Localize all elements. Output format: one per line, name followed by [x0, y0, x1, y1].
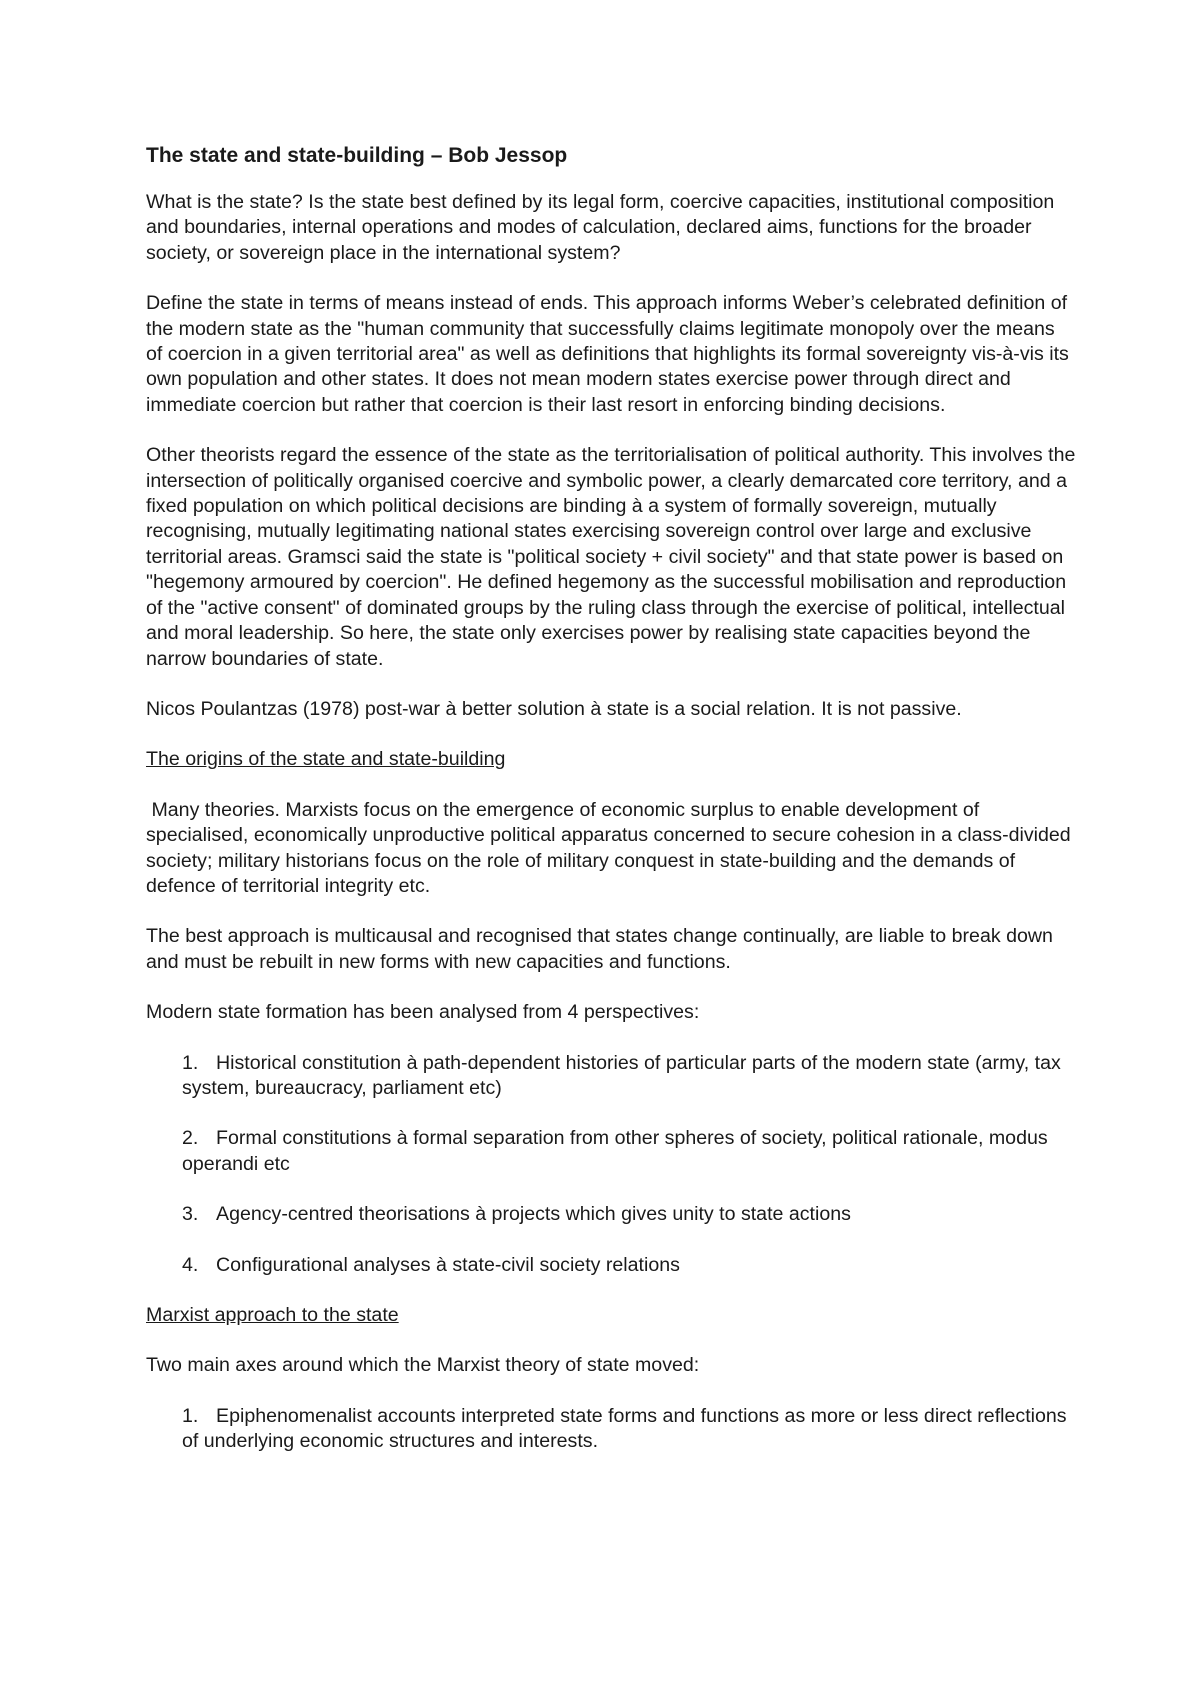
- list-item-text: Epiphenomenalist accounts interpreted state forms and functions as more or less direct reflections of underlying economic structures and interests.: [182, 1404, 1067, 1453]
- list-number: 1.: [182, 1051, 199, 1074]
- list-item: [182, 1253, 1076, 1278]
- perspectives-list: [146, 1051, 1076, 1278]
- paragraph: Two main axes around which the Marxist theory of state moved:: [146, 1354, 700, 1377]
- list-item: [182, 1126, 1076, 1177]
- paragraph: Other theorists regard the essence of the state as the territorialisation of political authority. This involves the intersection of politically organised coercive and symbolic power, a clearly demarcated core territory, and a fixed population on which political decisions are binding à a system of formally sovereign, mutually recognising, mutually legitimating national states exercising sovereign control over large and exclusive territorial areas. Gramsci said the state is "political society + civil society" and that state power is based on "hegemony armoured by coercion". He defined hegemony as the successful mobilisation and reproduction of the "active consent" of dominated groups by the ruling class through the exercise of political, intellectual and moral leadership. So here, the state only exercises power by realising state capacities beyond the narrow boundaries of state.: [146, 444, 1076, 670]
- marxist-axes-list: [146, 1404, 1076, 1455]
- paragraph: Define the state in terms of means instead of ends. This approach informs Weber’s celebrated definition of the modern state as the "human community that successfully claims legitimate monopoly over the means of coercion in a given territorial area" as well as definitions that highlights its formal sovereignty vis-à-vis its own population and other states. It does not mean modern states exercise power through direct and immediate coercion but rather that coercion is their last resort in enforcing binding decisions.: [146, 292, 1069, 416]
- list-number: 3.: [182, 1203, 199, 1226]
- section-heading-marxist: Marxist approach to the state: [146, 1304, 399, 1326]
- list-item-text: Historical constitution à path-dependent histories of particular parts of the modern state (army, tax system, bureaucracy, parliament etc): [182, 1051, 1061, 1099]
- paragraph: The best approach is multicausal and recognised that states change continually, are liable to break down and must be rebuilt in new forms with new capacities and functions.: [146, 925, 1053, 973]
- list-number: 2.: [182, 1127, 199, 1150]
- section-heading-origins: The origins of the state and state-building: [146, 748, 506, 771]
- list-item: [182, 1202, 1076, 1227]
- list-item-text: Formal constitutions à formal separation from other spheres of society, political rationale, modus operandi etc: [182, 1127, 1048, 1175]
- list-item-text: Configurational analyses à state-civil society relations: [216, 1253, 680, 1276]
- document-title: The state and state-building – Bob Jessop: [146, 144, 568, 167]
- list-number: 4.: [182, 1253, 199, 1276]
- paragraph: Modern state formation has been analysed from 4 perspectives:: [146, 1001, 700, 1024]
- paragraph: Nicos Poulantzas (1978) post-war à better solution à state is a social relation. It is not passive.: [146, 697, 962, 720]
- list-item-text: Agency-centred theorisations à projects which gives unity to state actions: [216, 1203, 851, 1226]
- document-page: [146, 142, 1076, 1480]
- paragraph: Many theories. Marxists focus on the emergence of economic surplus to enable development of specialised, economically unproductive political apparatus concerned to secure cohesion in a class-divided society; military historians focus on the role of military conquest in state-building and the demands of defence of territorial integrity etc.: [146, 798, 1077, 897]
- list-item: [182, 1404, 1076, 1455]
- list-number: 1.: [182, 1404, 199, 1427]
- list-item: [182, 1051, 1076, 1102]
- paragraph: What is the state? Is the state best defined by its legal form, coercive capacities, institutional composition and boundaries, internal operations and modes of calculation, declared aims, functions for the broader society, or sovereign place in the international system?: [146, 191, 1055, 264]
